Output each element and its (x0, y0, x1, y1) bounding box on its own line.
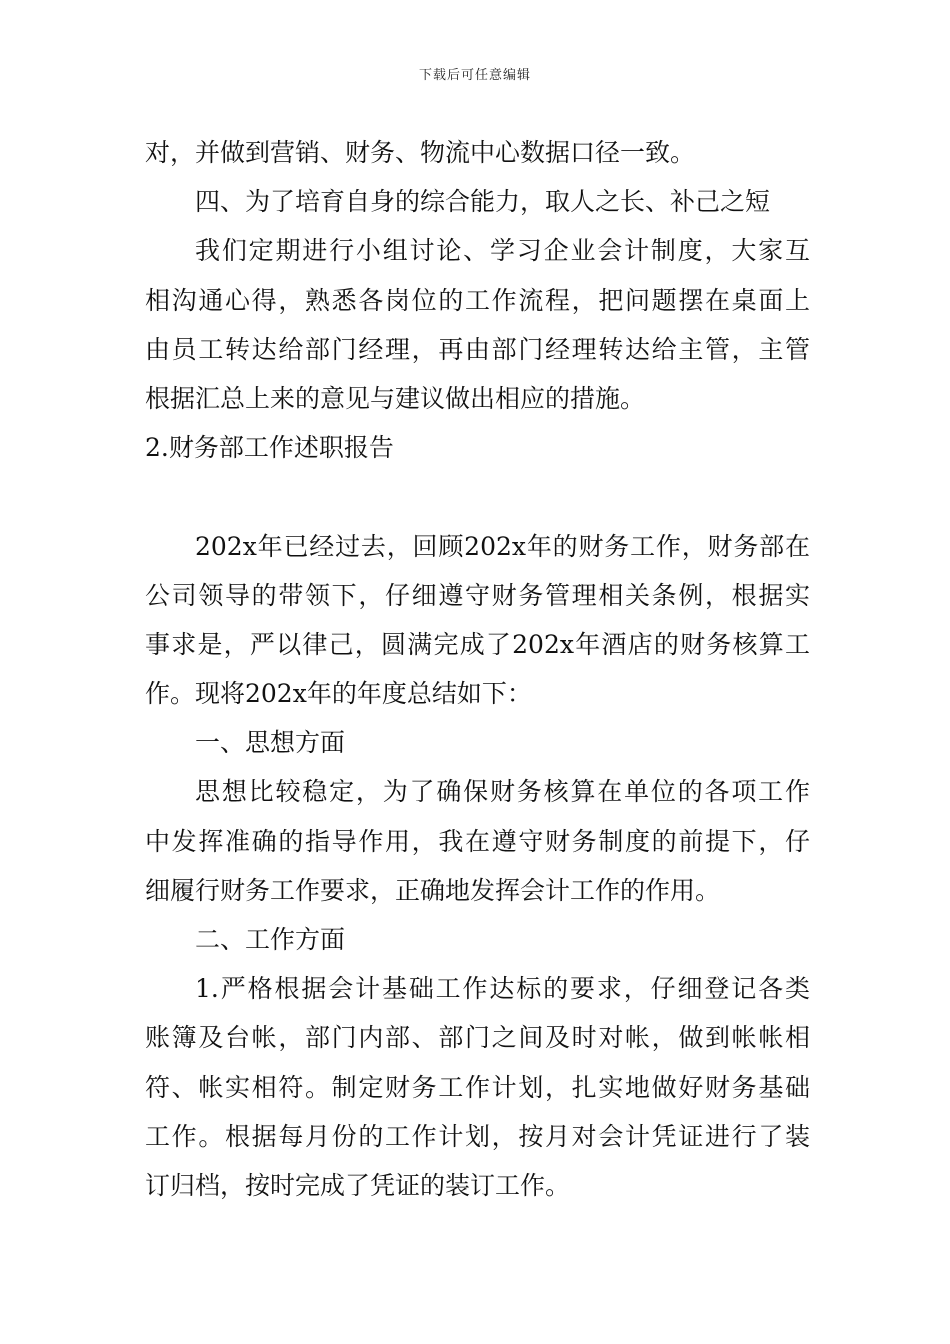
blank-line (145, 472, 810, 521)
text-line: 相沟通心得，熟悉各岗位的工作流程，把问题摆在桌面上 (145, 285, 810, 315)
text-line: 细履行财务工作要求，正确地发挥会计工作的作用。 (145, 875, 721, 905)
document-body (145, 128, 810, 1210)
text-line: 账簿及台帐，部门内部、部门之间及时对帐，做到帐帐相 (145, 1023, 810, 1053)
text-line: 作。现将202x年的年度总结如下： (145, 679, 532, 709)
text-line: 思想比较稳定，为了确保财务核算在单位的各项工作 (195, 777, 810, 807)
text-line: 对，并做到营销、财务、物流中心数据口径一致。 (145, 138, 696, 167)
text-line: 事求是，严以律己，圆满完成了202x年酒店的财务核算工 (145, 629, 810, 659)
section-heading: 四、为了培育自身的综合能力，取人之长、补己之短 (195, 187, 771, 217)
report-title: 2.财务部工作述职报告 (145, 433, 394, 463)
text-line: 我们定期进行小组讨论、学习企业会计制度，大家互 (195, 236, 810, 266)
text-line: 符、帐实相符。制定财务工作计划，扎实地做好财务基础 (145, 1072, 810, 1102)
text-line: 中发挥准确的指导作用，我在遵守财务制度的前提下，仔 (145, 826, 810, 856)
text-line: 工作。根据每月份的工作计划，按月对会计凭证进行了装 (145, 1121, 810, 1151)
text-line: 1.严格根据会计基础工作达标的要求，仔细登记各类 (195, 974, 810, 1004)
text-line: 根据汇总上来的意见与建议做出相应的措施。 (145, 383, 646, 413)
page-header-note: 下载后可任意编辑 (418, 68, 531, 83)
text-line: 公司领导的带领下，仔细遵守财务管理相关条例，根据实 (145, 580, 810, 610)
section-heading: 二、工作方面 (195, 925, 346, 954)
text-line: 订归档，按时完成了凭证的装订工作。 (145, 1170, 571, 1200)
section-heading: 一、思想方面 (195, 728, 346, 758)
text-line: 202x年已经过去，回顾202x年的财务工作，财务部在 (195, 531, 810, 561)
text-line: 由员工转达给部门经理，再由部门经理转达给主管，主管 (145, 334, 810, 364)
